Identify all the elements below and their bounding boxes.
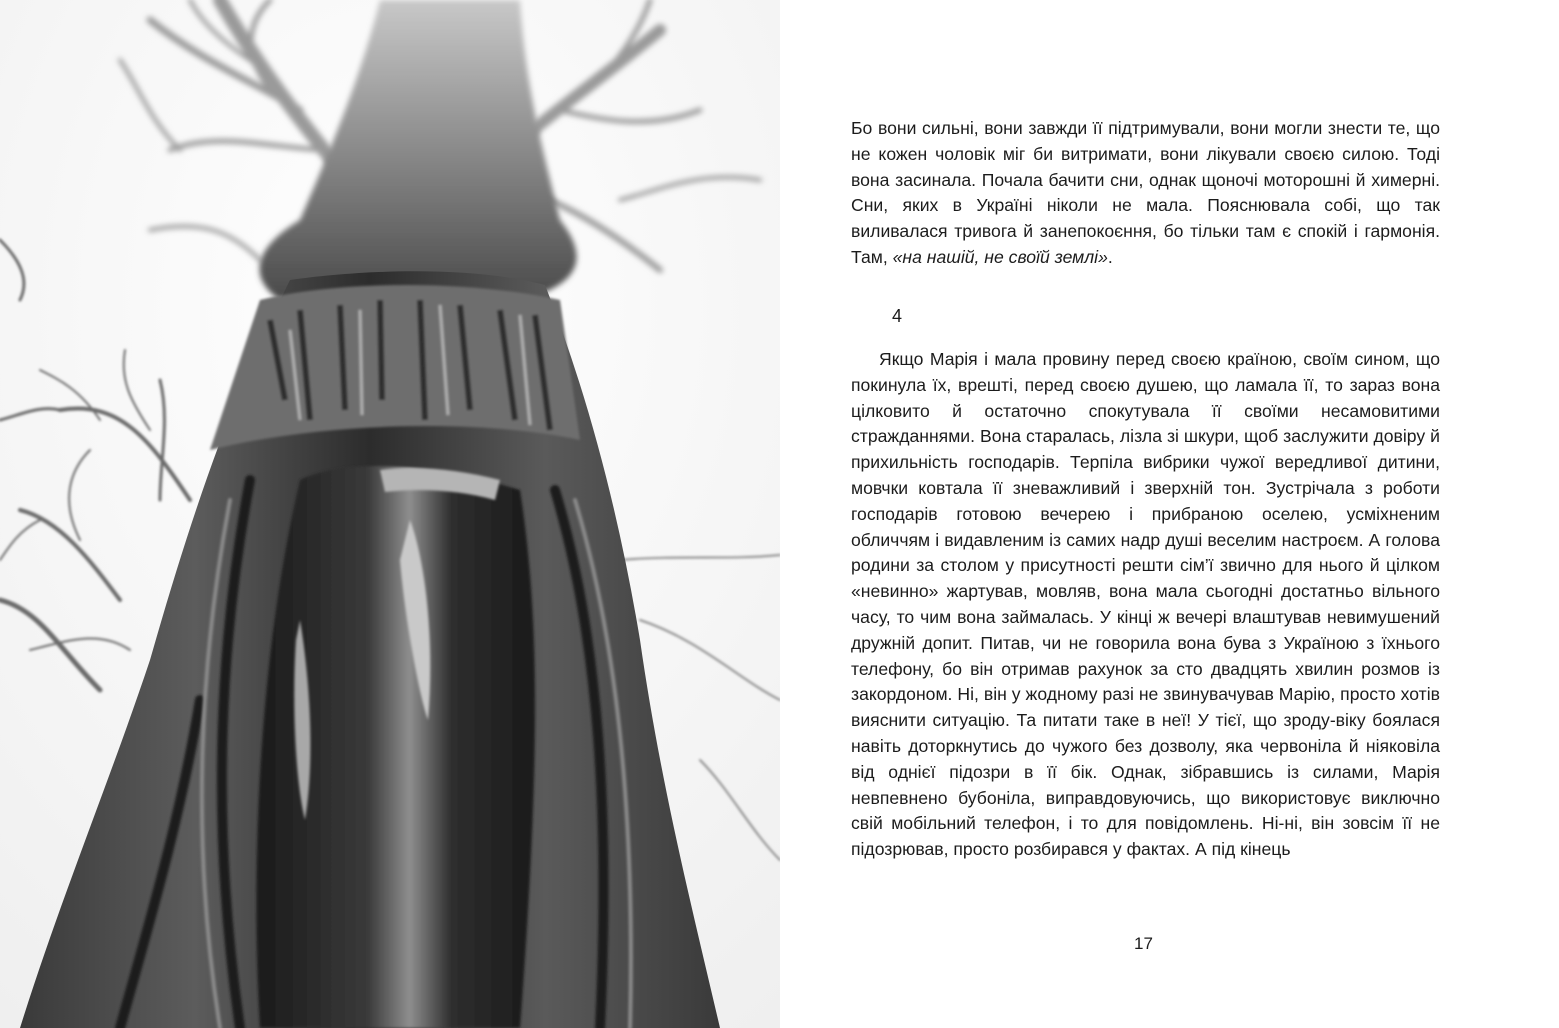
paragraph-1-end: . [1107,246,1113,267]
paragraph-2-text: Якщо Марія і мала провину перед своєю країною, своїм сином, що покинула їх, врешті, перед своєю душею, що ламала її, то зараз вона цілковито й остаточно спокутувала її своїми несамовитими стражданнями. Вона старалась, лізла зі шкури, щоб заслужити довіру й прихильність господарів. Терпіла вибрики чужої вередливої дитини, мовчки ковтала її зневажливий і зверхній тон. Зустрічала з роботи господарів готовою вечерею і прибраною оселею, усміхненим обличчям і видавленим із самих надр душі веселим настроєм. А голова родини за столом у присутності решти сім’ї звично для нього й цілком «невинно» жартував, мовляв, вона мала сьогодні достатньо вільного часу, то чим вона займалась. У кінці ж вечері влаштував невимушений дружній допит. Питав, чи не говорила вона бува з Україною з їхнього телефону, бо він отримав рахунок за сто двадцять хвилин розмов із закордоном. Ні, він у жодному разі не звинувачував Марію, просто хотів вияснити ситуацію. Та питати таке в неї! У тієї, що зроду-віку боялася навіть доторкнутись до чужого без дозволу, яка червоніла й ніяковіла від однієї підозри в її бік. Однак, зібравшись із силами, Марія невпевнено бубоніла, виправдовуючись, що використовує виключно свій мобільний телефон, і то для повідомлень. Ні-ні, він зовсім її не підозрював, просто розбирався у фактах. А під кінець [851,349,1440,860]
paragraph-1-text: Бо вони сильні, вони завжди її підтримували, вони могли знести те, що не кожен чоловік міг би витримати, вони лікували своєю силою. Тоді вона засинала. Почала бачити сни, однак щоночі моторошні й химерні. Сни, яких в Україні ніколи не мала. Пояснювала собі, що так виливалася тривога й занепокоєння, бо тільки там є спокій і гармонія. Там, [851,118,1440,267]
paragraph-2 [851,347,1440,863]
paragraph-1-quote: «на нашій, не своїй землі» [892,246,1108,267]
page-number: 17 [1134,934,1153,953]
chapter-number: 4 [892,306,903,326]
text-page [780,0,1559,1028]
paragraph-1 [851,116,1440,271]
bark-band [210,285,580,450]
